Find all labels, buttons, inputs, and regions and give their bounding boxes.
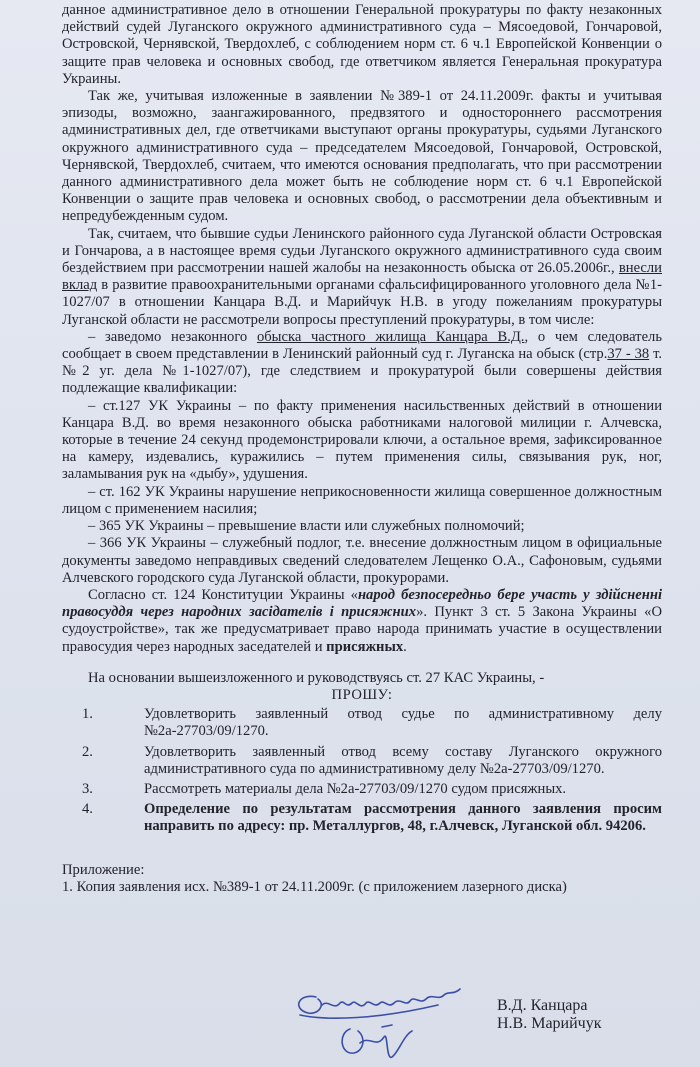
appendix-item: 1. Копия заявления исх. №389-1 от 24.11.2009г. (с приложением лазерного диска) — [62, 878, 567, 895]
request-text: Удовлетворить заявленный отвод всему составу Луганского окружного административного суда по административному делу №2а-27703/09/1270. — [144, 743, 662, 777]
request-number: 4. — [82, 801, 93, 818]
request-item — [62, 706, 662, 740]
signatory-name: В.Д. Канцара — [497, 997, 588, 1014]
handwritten-signature — [288, 975, 478, 1067]
request-item — [62, 801, 662, 835]
paragraph-5: – ст.127 УК Украины – по факту применения насильственных действий в отношении Канцара В.Д. во время незаконного обыска работниками налоговой милиции г. Алчевска, которые в течение 24 секунд продемонстрировали ключи, а остальное время, зафиксированное на камеру, издевались, куражились – путем применения силы, связывания рук, ног, заламывания рук на «дыбу», удушения. — [62, 397, 662, 483]
paragraph-1: данное административное дело в отношении Генеральной прокуратуры по факту незаконных действий судей Луганского окружного административного суда – Мясоедовой, Гончаровой, Островской, Чернявской, Твердохлеб, с соблюдением норм ст. 6 ч.1 Европейской Конвенции о защите прав человека и основных свобод, где ответчиком является Генеральная прокуратура Украины. — [62, 2, 662, 87]
paragraph-9-text-a: Согласно ст. 124 Конституции Украины « — [88, 586, 358, 603]
paragraph-9-bold: присяжных — [326, 638, 404, 655]
paragraph-9-quote: народ безпосередньо бере участь у здійсненні правосуддя через народних засідателів і присяжних — [62, 586, 662, 621]
paragraph-4-pages: 37 - 38 — [607, 346, 650, 363]
request-text: Рассмотреть материалы дела №2а-27703/09/1270 судом присяжных. — [144, 780, 567, 797]
paragraph-4-text-c: т.№2 уг. дела №1-1027/07), где следствием и прокуратурой были совершены действия подлежащие квалификации: — [62, 346, 662, 397]
paragraph-3 — [62, 226, 662, 329]
request-number: 3. — [82, 780, 93, 797]
request-number: 1. — [82, 706, 93, 723]
paragraph-4 — [62, 329, 662, 398]
request-text: Определение по результатам рассмотрения данного заявления просим направить по адресу: пр. Металлургов, 48, г.Алчевск, Луганской обл. 94206. — [144, 801, 662, 835]
paragraph-6: – ст. 162 УК Украины нарушение неприкосновенности жилища совершенное должностным лицом с применением насилия; — [62, 483, 662, 517]
paragraph-3-underlined: внесли вклад — [62, 260, 662, 294]
paragraph-9 — [62, 587, 662, 656]
request-text: Удовлетворить заявленный отвод судье по административному делу №2а-27703/09/1270. — [144, 706, 662, 740]
paragraph-3-text-b: в развитие правоохранительными органами сфальсифицированного уголовного дела №1-1027/07 в отношении Канцара В.Д. и Марийчук Н.В. в угоду пожеланиям прокуратуры Луганской области не рассмотрели вопросы преступлений прокуратуры, в том числе: — [62, 277, 662, 328]
paragraph-4-text-a: – заведомо незаконного — [88, 328, 257, 345]
request-item — [62, 781, 662, 798]
signatory-names — [497, 997, 602, 1033]
paragraph-9-text-c: . — [403, 638, 407, 655]
appendix-title: Приложение: — [62, 861, 145, 878]
appendix — [62, 862, 662, 896]
paragraph-2: Так же, учитывая изложенные в заявлении №389-1 от 24.11.2009г. факты и учитывая эпизоды, возможно, заангажированного, предвзятого и одностороннего рассмотрения административных дел, где ответчиками выступают органы прокуратуры, судьями Луганского окружного административного суда – председателем Мясоедовой, Гончаровой, Островской, Чернявской, Твердохлеб, считаем, что имеются основания предполагать, что при рассмотрении данного административного дела может быть не соблюдение норм ст. 6 ч.1 Европейской Конвенции о защите прав человека и основных свобод, о рассмотрении дела объективным и непредубежденным судом. — [62, 88, 662, 225]
request-heading: ПРОШУ: — [331, 686, 393, 703]
request-number: 2. — [82, 743, 93, 760]
request-list — [62, 706, 662, 835]
basis-line: На основании вышеизложенного и руководствуясь ст. 27 КАС Украины, - — [88, 669, 545, 686]
request-item — [62, 744, 662, 778]
signatory-name: Н.В. Марийчук — [497, 1015, 602, 1032]
paragraph-8: – 366 УК Украины – служебный подлог, т.е. внесение должностным лицом в официальные документы заведомо неправдивых сведений следователем Лещенко О.А., Сафоновым, судьями Алчевского городского суда Луганской области, прокурорами. — [62, 535, 662, 586]
paragraph-7: – 365 УК Украины – превышение власти или служебных полномочий; — [88, 518, 525, 535]
paragraph-4-underlined: обыска частного жилища Канцара В.Д. — [256, 328, 525, 345]
paragraph-9-text-b: ». Пункт 3 ст. 5 Закона Украины «О судоустройстве», так же предусматривает право народа принимать участие в осуществлении правосудия через народных заседателей и — [62, 604, 662, 655]
paragraph-3-text-a: Так, считаем, что бывшие судьи Ленинского районного суда Луганской области Островская и Гончарова, а в настоящее время судьи Луганского окружного административного суда своим бездействием при рассмотрении нашей жалобы на незаконность обыска от 26.05.2006г., — [62, 225, 662, 277]
signature-block — [0, 975, 700, 1067]
paragraph-4-text-b: , о чем следователь сообщает в своем представлении в Ленинский районный суд г. Луганска на обыск (стр. — [62, 328, 662, 363]
